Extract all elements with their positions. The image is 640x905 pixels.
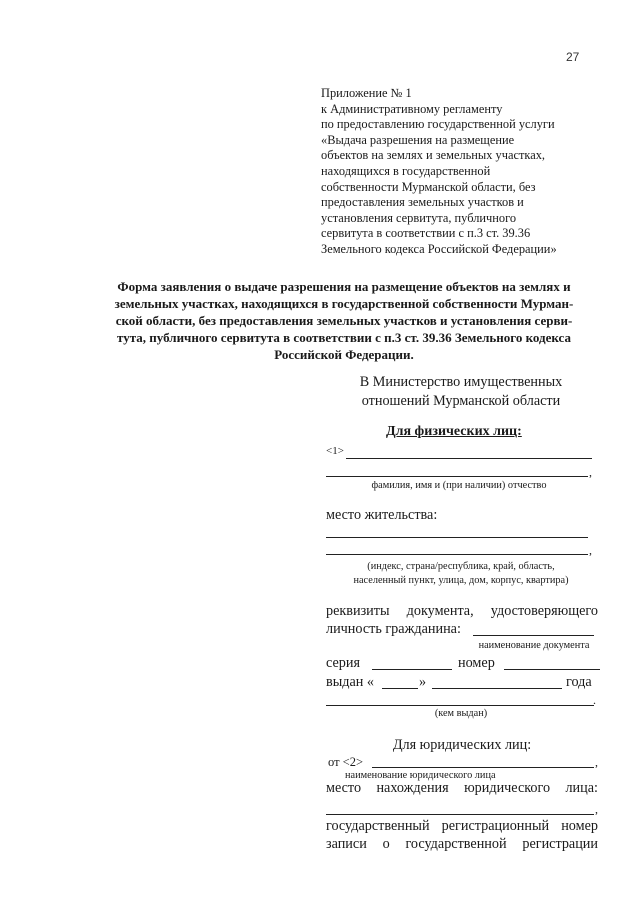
appendix-line: Земельного кодекса Российской Федерации» — [321, 241, 557, 256]
name-caption: фамилия, имя и (при наличии) отчество — [371, 480, 547, 491]
issued-label: выдан « — [326, 674, 374, 690]
appendix-line: объектов на землях и земельных участках, — [321, 148, 545, 163]
residence-field-1[interactable] — [326, 537, 588, 538]
address-caption-1: (индекс, страна/республика, край, область, — [367, 561, 555, 572]
page-number: 27 — [566, 50, 580, 64]
id-document-line-2: личность гражданина: — [326, 621, 461, 637]
legal-location-field[interactable] — [326, 814, 594, 815]
appendix-line: Приложение № 1 — [321, 86, 412, 100]
addressee-line-2: отношений Мурманской области — [361, 393, 561, 409]
appendix-line: «Выдача разрешения на размещение — [321, 132, 515, 147]
appendix-line: к Административному регламенту — [321, 101, 503, 116]
form-title-line: Российской Федерации. — [274, 347, 414, 362]
addressee — [325, 373, 597, 411]
appendix-line: установления сервитута, публичного — [321, 210, 517, 225]
appendix-line: собственности Мурманской области, без — [321, 179, 536, 194]
legal-from-label: от <2> — [328, 755, 364, 769]
doc-name-caption: наименование документа — [478, 640, 590, 651]
series-label: серия — [326, 655, 360, 671]
appendix-line: сервитута в соответствии с п.3 ст. 39.36 — [321, 226, 531, 241]
appendix-line: по предоставлению государственной услуги — [321, 117, 555, 132]
number-label: номер — [458, 655, 495, 671]
address-caption-2: населенный пункт, улица, дом, корпус, квартира) — [353, 575, 569, 586]
appendix-line: предоставления земельных участков и — [321, 195, 524, 210]
id-document-line-1: реквизиты документа, удостоверяющего — [326, 603, 598, 619]
registration-line-1: государственный регистрационный номер — [326, 818, 598, 834]
form-title-line: Форма заявления о выдаче разрешения на размещение объектов на землях и — [117, 279, 571, 294]
issued-month-field[interactable] — [432, 688, 562, 689]
legal-location-comma: , — [595, 802, 598, 816]
applicant-name-field-2[interactable] — [326, 476, 588, 477]
issued-by-caption: (кем выдан) — [434, 708, 488, 719]
residence-field-2[interactable] — [326, 554, 588, 555]
appendix-header — [321, 86, 611, 258]
series-field[interactable] — [372, 669, 452, 670]
name-comma: , — [589, 465, 592, 479]
legal-name-comma: , — [595, 755, 598, 769]
issued-quote-close: » — [419, 674, 427, 690]
legal-location-label: место нахождения юридического лица: — [326, 780, 598, 796]
residence-comma: , — [589, 543, 592, 557]
number-field[interactable] — [504, 669, 600, 670]
issued-day-field[interactable] — [382, 688, 418, 689]
appendix-line: находящихся в государственной — [321, 163, 491, 178]
legal-entities-heading: Для юридических лиц: — [392, 737, 532, 753]
year-label: года — [566, 674, 592, 690]
form-title-line: ской области, без предоставления земельных участков и установления серви- — [115, 313, 573, 328]
legal-name-caption: наименование юридического лица — [345, 770, 496, 781]
issued-by-period: . — [593, 693, 596, 707]
id-document-name-field[interactable] — [473, 635, 594, 636]
footnote-marker-1: <1> — [326, 445, 344, 457]
applicant-name-field-1[interactable] — [346, 458, 592, 459]
form-title-line: земельных участках, находящихся в государственной собственности Мурман- — [114, 296, 574, 311]
legal-entity-name-field[interactable] — [372, 767, 594, 768]
residence-label: место жительства: — [326, 507, 438, 523]
registration-line-2: записи о государственной регистрации — [326, 836, 598, 852]
addressee-line-1: В Министерство имущественных — [359, 374, 563, 390]
form-title-line: тута, публичного сервитута в соответствии с п.3 ст. 39.36 Земельного кодекса — [117, 330, 571, 345]
form-title — [96, 278, 592, 363]
individuals-heading: Для физических лиц: — [386, 424, 522, 439]
issued-by-field[interactable] — [326, 705, 594, 706]
